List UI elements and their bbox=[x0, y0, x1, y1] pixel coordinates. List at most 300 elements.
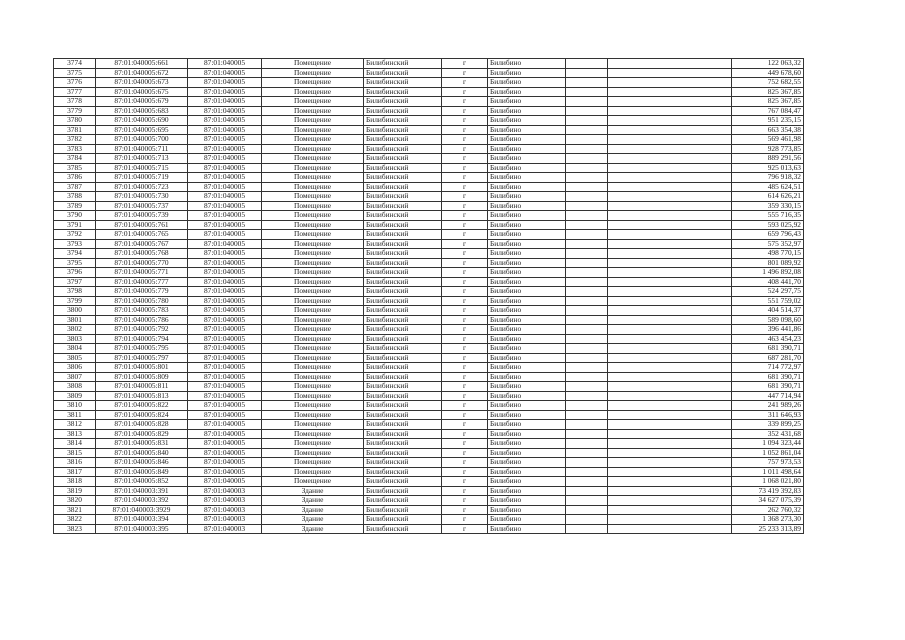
empty-cell bbox=[566, 505, 608, 515]
object-type-cell: Помещение bbox=[262, 353, 364, 363]
empty-cell bbox=[566, 182, 608, 192]
district-cell: Билибинский bbox=[364, 201, 442, 211]
empty-cell bbox=[608, 230, 732, 240]
settlement-type-cell: г bbox=[442, 277, 488, 287]
table-row bbox=[54, 68, 804, 78]
cadastral-value-cell: 714 772,97 bbox=[732, 363, 804, 373]
row-number-cell: 3785 bbox=[54, 163, 96, 173]
cadastral-number-cell: 87:01:040005:715 bbox=[96, 163, 188, 173]
empty-cell bbox=[608, 163, 732, 173]
settlement-type-cell: г bbox=[442, 192, 488, 202]
empty-cell bbox=[566, 344, 608, 354]
settlement-type-cell: г bbox=[442, 505, 488, 515]
empty-cell bbox=[608, 353, 732, 363]
district-cell: Билибинский bbox=[364, 239, 442, 249]
settlement-name-cell: Билибино bbox=[488, 458, 566, 468]
cadastral-value-cell: 928 773,85 bbox=[732, 144, 804, 154]
empty-cell bbox=[566, 287, 608, 297]
cadastral-block-cell: 87:01:040005 bbox=[188, 372, 262, 382]
empty-cell bbox=[566, 296, 608, 306]
cadastral-block-cell: 87:01:040005 bbox=[188, 334, 262, 344]
row-number-cell: 3817 bbox=[54, 467, 96, 477]
cadastral-block-cell: 87:01:040005 bbox=[188, 211, 262, 221]
cadastral-number-cell: 87:01:040005:849 bbox=[96, 467, 188, 477]
empty-cell bbox=[566, 439, 608, 449]
table-row bbox=[54, 524, 804, 534]
settlement-type-cell: г bbox=[442, 173, 488, 183]
settlement-name-cell: Билибино bbox=[488, 68, 566, 78]
district-cell: Билибинский bbox=[364, 420, 442, 430]
district-cell: Билибинский bbox=[364, 372, 442, 382]
empty-cell bbox=[608, 439, 732, 449]
cadastral-number-cell: 87:01:040005:765 bbox=[96, 230, 188, 240]
cadastral-number-cell: 87:01:040005:713 bbox=[96, 154, 188, 164]
table-row bbox=[54, 372, 804, 382]
object-type-cell: Помещение bbox=[262, 87, 364, 97]
settlement-type-cell: г bbox=[442, 439, 488, 449]
cadastral-block-cell: 87:01:040005 bbox=[188, 315, 262, 325]
empty-cell bbox=[566, 68, 608, 78]
row-number-cell: 3819 bbox=[54, 486, 96, 496]
district-cell: Билибинский bbox=[364, 173, 442, 183]
cadastral-number-cell: 87:01:040005:700 bbox=[96, 135, 188, 145]
cadastral-number-cell: 87:01:040005:767 bbox=[96, 239, 188, 249]
settlement-name-cell: Билибино bbox=[488, 467, 566, 477]
settlement-name-cell: Билибино bbox=[488, 439, 566, 449]
empty-cell bbox=[608, 78, 732, 88]
cadastral-value-cell: 555 716,35 bbox=[732, 211, 804, 221]
settlement-name-cell: Билибино bbox=[488, 505, 566, 515]
row-number-cell: 3780 bbox=[54, 116, 96, 126]
settlement-name-cell: Билибино bbox=[488, 87, 566, 97]
cadastral-number-cell: 87:01:040005:813 bbox=[96, 391, 188, 401]
empty-cell bbox=[566, 315, 608, 325]
district-cell: Билибинский bbox=[364, 401, 442, 411]
settlement-type-cell: г bbox=[442, 477, 488, 487]
row-number-cell: 3799 bbox=[54, 296, 96, 306]
row-number-cell: 3804 bbox=[54, 344, 96, 354]
empty-cell bbox=[566, 106, 608, 116]
settlement-type-cell: г bbox=[442, 334, 488, 344]
settlement-type-cell: г bbox=[442, 458, 488, 468]
district-cell: Билибинский bbox=[364, 458, 442, 468]
settlement-type-cell: г bbox=[442, 372, 488, 382]
cadastral-value-cell: 951 235,15 bbox=[732, 116, 804, 126]
empty-cell bbox=[608, 505, 732, 515]
settlement-name-cell: Билибино bbox=[488, 258, 566, 268]
cadastral-number-cell: 87:01:040005:846 bbox=[96, 458, 188, 468]
cadastral-value-cell: 73 419 392,83 bbox=[732, 486, 804, 496]
empty-cell bbox=[608, 277, 732, 287]
row-number-cell: 3806 bbox=[54, 363, 96, 373]
table-row bbox=[54, 429, 804, 439]
empty-cell bbox=[566, 268, 608, 278]
district-cell: Билибинский bbox=[364, 391, 442, 401]
object-type-cell: Помещение bbox=[262, 315, 364, 325]
row-number-cell: 3798 bbox=[54, 287, 96, 297]
settlement-type-cell: г bbox=[442, 59, 488, 69]
cadastral-value-cell: 1 496 892,08 bbox=[732, 268, 804, 278]
table-row bbox=[54, 59, 804, 69]
cadastral-block-cell: 87:01:040005 bbox=[188, 258, 262, 268]
table-row bbox=[54, 458, 804, 468]
empty-cell bbox=[608, 486, 732, 496]
settlement-type-cell: г bbox=[442, 78, 488, 88]
settlement-name-cell: Билибино bbox=[488, 59, 566, 69]
table-row bbox=[54, 344, 804, 354]
settlement-type-cell: г bbox=[442, 401, 488, 411]
table-row bbox=[54, 448, 804, 458]
table-row bbox=[54, 363, 804, 373]
cadastral-number-cell: 87:01:040005:770 bbox=[96, 258, 188, 268]
empty-cell bbox=[566, 353, 608, 363]
empty-cell bbox=[566, 163, 608, 173]
cadastral-block-cell: 87:01:040005 bbox=[188, 420, 262, 430]
empty-cell bbox=[566, 135, 608, 145]
district-cell: Билибинский bbox=[364, 477, 442, 487]
empty-cell bbox=[566, 410, 608, 420]
empty-cell bbox=[566, 277, 608, 287]
cadastral-block-cell: 87:01:040005 bbox=[188, 192, 262, 202]
district-cell: Билибинский bbox=[364, 78, 442, 88]
cadastral-value-cell: 589 098,60 bbox=[732, 315, 804, 325]
object-type-cell: Помещение bbox=[262, 258, 364, 268]
settlement-name-cell: Билибино bbox=[488, 125, 566, 135]
row-number-cell: 3822 bbox=[54, 515, 96, 525]
empty-cell bbox=[566, 249, 608, 259]
cadastral-number-cell: 87:01:040005:780 bbox=[96, 296, 188, 306]
empty-cell bbox=[608, 467, 732, 477]
row-number-cell: 3803 bbox=[54, 334, 96, 344]
cadastral-block-cell: 87:01:040005 bbox=[188, 448, 262, 458]
table-row bbox=[54, 410, 804, 420]
empty-cell bbox=[608, 496, 732, 506]
object-type-cell: Помещение bbox=[262, 116, 364, 126]
row-number-cell: 3789 bbox=[54, 201, 96, 211]
row-number-cell: 3815 bbox=[54, 448, 96, 458]
cadastral-value-cell: 404 514,37 bbox=[732, 306, 804, 316]
empty-cell bbox=[566, 448, 608, 458]
empty-cell bbox=[608, 372, 732, 382]
cadastral-value-cell: 569 461,98 bbox=[732, 135, 804, 145]
object-type-cell: Помещение bbox=[262, 391, 364, 401]
row-number-cell: 3794 bbox=[54, 249, 96, 259]
cadastral-block-cell: 87:01:040005 bbox=[188, 220, 262, 230]
district-cell: Билибинский bbox=[364, 249, 442, 259]
object-type-cell: Помещение bbox=[262, 182, 364, 192]
empty-cell bbox=[608, 258, 732, 268]
cadastral-number-cell: 87:01:040005:809 bbox=[96, 372, 188, 382]
district-cell: Билибинский bbox=[364, 496, 442, 506]
district-cell: Билибинский bbox=[364, 524, 442, 534]
settlement-type-cell: г bbox=[442, 486, 488, 496]
cadastral-number-cell: 87:01:040005:794 bbox=[96, 334, 188, 344]
table-row bbox=[54, 258, 804, 268]
empty-cell bbox=[566, 372, 608, 382]
object-type-cell: Помещение bbox=[262, 372, 364, 382]
district-cell: Билибинский bbox=[364, 154, 442, 164]
object-type-cell: Помещение bbox=[262, 306, 364, 316]
district-cell: Билибинский bbox=[364, 211, 442, 221]
district-cell: Билибинский bbox=[364, 505, 442, 515]
empty-cell bbox=[608, 59, 732, 69]
cadastral-number-cell: 87:01:040005:779 bbox=[96, 287, 188, 297]
table-row bbox=[54, 87, 804, 97]
cadastral-number-cell: 87:01:040005:811 bbox=[96, 382, 188, 392]
district-cell: Билибинский bbox=[364, 429, 442, 439]
cadastral-number-cell: 87:01:040005:730 bbox=[96, 192, 188, 202]
table-row bbox=[54, 201, 804, 211]
cadastral-value-cell: 1 011 498,64 bbox=[732, 467, 804, 477]
empty-cell bbox=[608, 401, 732, 411]
cadastral-value-cell: 614 626,21 bbox=[732, 192, 804, 202]
row-number-cell: 3808 bbox=[54, 382, 96, 392]
table-row bbox=[54, 334, 804, 344]
table-row bbox=[54, 287, 804, 297]
cadastral-block-cell: 87:01:040005 bbox=[188, 344, 262, 354]
document-page bbox=[53, 58, 804, 534]
empty-cell bbox=[566, 524, 608, 534]
object-type-cell: Помещение bbox=[262, 154, 364, 164]
cadastral-number-cell: 87:01:040005:824 bbox=[96, 410, 188, 420]
cadastral-number-cell: 87:01:040005:801 bbox=[96, 363, 188, 373]
district-cell: Билибинский bbox=[364, 192, 442, 202]
row-number-cell: 3800 bbox=[54, 306, 96, 316]
empty-cell bbox=[608, 334, 732, 344]
cadastral-value-cell: 687 281,70 bbox=[732, 353, 804, 363]
settlement-type-cell: г bbox=[442, 496, 488, 506]
settlement-name-cell: Билибино bbox=[488, 382, 566, 392]
settlement-name-cell: Билибино bbox=[488, 182, 566, 192]
table-row bbox=[54, 192, 804, 202]
cadastral-value-cell: 551 759,02 bbox=[732, 296, 804, 306]
cadastral-value-cell: 485 624,51 bbox=[732, 182, 804, 192]
row-number-cell: 3782 bbox=[54, 135, 96, 145]
object-type-cell: Здание bbox=[262, 496, 364, 506]
row-number-cell: 3781 bbox=[54, 125, 96, 135]
settlement-type-cell: г bbox=[442, 249, 488, 259]
object-type-cell: Помещение bbox=[262, 239, 364, 249]
district-cell: Билибинский bbox=[364, 220, 442, 230]
cadastral-value-cell: 311 646,93 bbox=[732, 410, 804, 420]
row-number-cell: 3821 bbox=[54, 505, 96, 515]
object-type-cell: Помещение bbox=[262, 287, 364, 297]
object-type-cell: Помещение bbox=[262, 78, 364, 88]
table-row bbox=[54, 277, 804, 287]
empty-cell bbox=[566, 154, 608, 164]
settlement-type-cell: г bbox=[442, 296, 488, 306]
cadastral-block-cell: 87:01:040005 bbox=[188, 439, 262, 449]
empty-cell bbox=[566, 306, 608, 316]
table-row bbox=[54, 401, 804, 411]
settlement-type-cell: г bbox=[442, 211, 488, 221]
row-number-cell: 3775 bbox=[54, 68, 96, 78]
settlement-type-cell: г bbox=[442, 391, 488, 401]
cadastral-value-cell: 408 441,70 bbox=[732, 277, 804, 287]
settlement-type-cell: г bbox=[442, 87, 488, 97]
settlement-name-cell: Билибино bbox=[488, 78, 566, 88]
cadastral-block-cell: 87:01:040005 bbox=[188, 353, 262, 363]
district-cell: Билибинский bbox=[364, 353, 442, 363]
row-number-cell: 3816 bbox=[54, 458, 96, 468]
table-row bbox=[54, 173, 804, 183]
cadastral-block-cell: 87:01:040003 bbox=[188, 496, 262, 506]
empty-cell bbox=[566, 486, 608, 496]
row-number-cell: 3807 bbox=[54, 372, 96, 382]
cadastral-block-cell: 87:01:040005 bbox=[188, 135, 262, 145]
register-table bbox=[53, 58, 804, 534]
district-cell: Билибинский bbox=[364, 182, 442, 192]
cadastral-number-cell: 87:01:040005:795 bbox=[96, 344, 188, 354]
object-type-cell: Помещение bbox=[262, 458, 364, 468]
district-cell: Билибинский bbox=[364, 87, 442, 97]
settlement-name-cell: Билибино bbox=[488, 325, 566, 335]
empty-cell bbox=[566, 230, 608, 240]
settlement-type-cell: г bbox=[442, 315, 488, 325]
cadastral-value-cell: 593 025,92 bbox=[732, 220, 804, 230]
table-row bbox=[54, 306, 804, 316]
settlement-type-cell: г bbox=[442, 258, 488, 268]
empty-cell bbox=[608, 211, 732, 221]
row-number-cell: 3779 bbox=[54, 106, 96, 116]
row-number-cell: 3823 bbox=[54, 524, 96, 534]
empty-cell bbox=[566, 363, 608, 373]
settlement-name-cell: Билибино bbox=[488, 496, 566, 506]
cadastral-block-cell: 87:01:040005 bbox=[188, 249, 262, 259]
empty-cell bbox=[608, 420, 732, 430]
empty-cell bbox=[608, 391, 732, 401]
settlement-name-cell: Билибино bbox=[488, 344, 566, 354]
cadastral-value-cell: 752 682,55 bbox=[732, 78, 804, 88]
table-row bbox=[54, 439, 804, 449]
cadastral-block-cell: 87:01:040005 bbox=[188, 173, 262, 183]
empty-cell bbox=[566, 97, 608, 107]
settlement-type-cell: г bbox=[442, 135, 488, 145]
cadastral-value-cell: 241 989,26 bbox=[732, 401, 804, 411]
settlement-type-cell: г bbox=[442, 154, 488, 164]
empty-cell bbox=[566, 144, 608, 154]
settlement-type-cell: г bbox=[442, 344, 488, 354]
cadastral-value-cell: 122 063,32 bbox=[732, 59, 804, 69]
district-cell: Билибинский bbox=[364, 144, 442, 154]
cadastral-block-cell: 87:01:040005 bbox=[188, 144, 262, 154]
cadastral-value-cell: 339 899,25 bbox=[732, 420, 804, 430]
settlement-name-cell: Билибино bbox=[488, 249, 566, 259]
district-cell: Билибинский bbox=[364, 344, 442, 354]
row-number-cell: 3796 bbox=[54, 268, 96, 278]
object-type-cell: Помещение bbox=[262, 249, 364, 259]
empty-cell bbox=[608, 429, 732, 439]
cadastral-value-cell: 1 052 861,04 bbox=[732, 448, 804, 458]
cadastral-number-cell: 87:01:040005:771 bbox=[96, 268, 188, 278]
row-number-cell: 3811 bbox=[54, 410, 96, 420]
settlement-name-cell: Билибино bbox=[488, 315, 566, 325]
cadastral-number-cell: 87:01:040005:675 bbox=[96, 87, 188, 97]
object-type-cell: Здание bbox=[262, 486, 364, 496]
settlement-name-cell: Билибино bbox=[488, 401, 566, 411]
table-row bbox=[54, 296, 804, 306]
settlement-name-cell: Билибино bbox=[488, 144, 566, 154]
table-row bbox=[54, 467, 804, 477]
cadastral-block-cell: 87:01:040005 bbox=[188, 391, 262, 401]
object-type-cell: Помещение bbox=[262, 448, 364, 458]
cadastral-value-cell: 796 918,32 bbox=[732, 173, 804, 183]
object-type-cell: Помещение bbox=[262, 144, 364, 154]
row-number-cell: 3787 bbox=[54, 182, 96, 192]
empty-cell bbox=[566, 125, 608, 135]
cadastral-number-cell: 87:01:040005:828 bbox=[96, 420, 188, 430]
settlement-name-cell: Билибино bbox=[488, 211, 566, 221]
object-type-cell: Помещение bbox=[262, 382, 364, 392]
object-type-cell: Помещение bbox=[262, 477, 364, 487]
table-row bbox=[54, 420, 804, 430]
row-number-cell: 3786 bbox=[54, 173, 96, 183]
district-cell: Билибинский bbox=[364, 334, 442, 344]
table-row bbox=[54, 182, 804, 192]
district-cell: Билибинский bbox=[364, 448, 442, 458]
table-row bbox=[54, 382, 804, 392]
object-type-cell: Помещение bbox=[262, 125, 364, 135]
empty-cell bbox=[566, 496, 608, 506]
district-cell: Билибинский bbox=[364, 135, 442, 145]
cadastral-value-cell: 681 390,71 bbox=[732, 372, 804, 382]
cadastral-value-cell: 396 441,86 bbox=[732, 325, 804, 335]
empty-cell bbox=[608, 239, 732, 249]
cadastral-number-cell: 87:01:040005:719 bbox=[96, 173, 188, 183]
cadastral-block-cell: 87:01:040005 bbox=[188, 467, 262, 477]
object-type-cell: Помещение bbox=[262, 268, 364, 278]
district-cell: Билибинский bbox=[364, 287, 442, 297]
settlement-type-cell: г bbox=[442, 220, 488, 230]
table-row bbox=[54, 515, 804, 525]
district-cell: Билибинский bbox=[364, 382, 442, 392]
cadastral-block-cell: 87:01:040005 bbox=[188, 78, 262, 88]
district-cell: Билибинский bbox=[364, 258, 442, 268]
object-type-cell: Здание bbox=[262, 505, 364, 515]
cadastral-number-cell: 87:01:040005:695 bbox=[96, 125, 188, 135]
cadastral-value-cell: 825 367,85 bbox=[732, 97, 804, 107]
empty-cell bbox=[608, 87, 732, 97]
cadastral-block-cell: 87:01:040005 bbox=[188, 458, 262, 468]
settlement-type-cell: г bbox=[442, 467, 488, 477]
cadastral-number-cell: 87:01:040003:395 bbox=[96, 524, 188, 534]
cadastral-value-cell: 925 013,63 bbox=[732, 163, 804, 173]
settlement-type-cell: г bbox=[442, 68, 488, 78]
cadastral-value-cell: 262 760,32 bbox=[732, 505, 804, 515]
empty-cell bbox=[608, 144, 732, 154]
empty-cell bbox=[608, 125, 732, 135]
object-type-cell: Помещение bbox=[262, 344, 364, 354]
empty-cell bbox=[566, 401, 608, 411]
object-type-cell: Помещение bbox=[262, 106, 364, 116]
register-table-body bbox=[54, 59, 804, 534]
district-cell: Билибинский bbox=[364, 363, 442, 373]
object-type-cell: Помещение bbox=[262, 296, 364, 306]
settlement-name-cell: Билибино bbox=[488, 173, 566, 183]
cadastral-number-cell: 87:01:040003:394 bbox=[96, 515, 188, 525]
settlement-name-cell: Билибино bbox=[488, 230, 566, 240]
settlement-name-cell: Билибино bbox=[488, 97, 566, 107]
row-number-cell: 3776 bbox=[54, 78, 96, 88]
settlement-type-cell: г bbox=[442, 515, 488, 525]
empty-cell bbox=[608, 458, 732, 468]
cadastral-number-cell: 87:01:040005:761 bbox=[96, 220, 188, 230]
district-cell: Билибинский bbox=[364, 296, 442, 306]
row-number-cell: 3797 bbox=[54, 277, 96, 287]
empty-cell bbox=[608, 116, 732, 126]
object-type-cell: Помещение bbox=[262, 59, 364, 69]
cadastral-block-cell: 87:01:040005 bbox=[188, 410, 262, 420]
